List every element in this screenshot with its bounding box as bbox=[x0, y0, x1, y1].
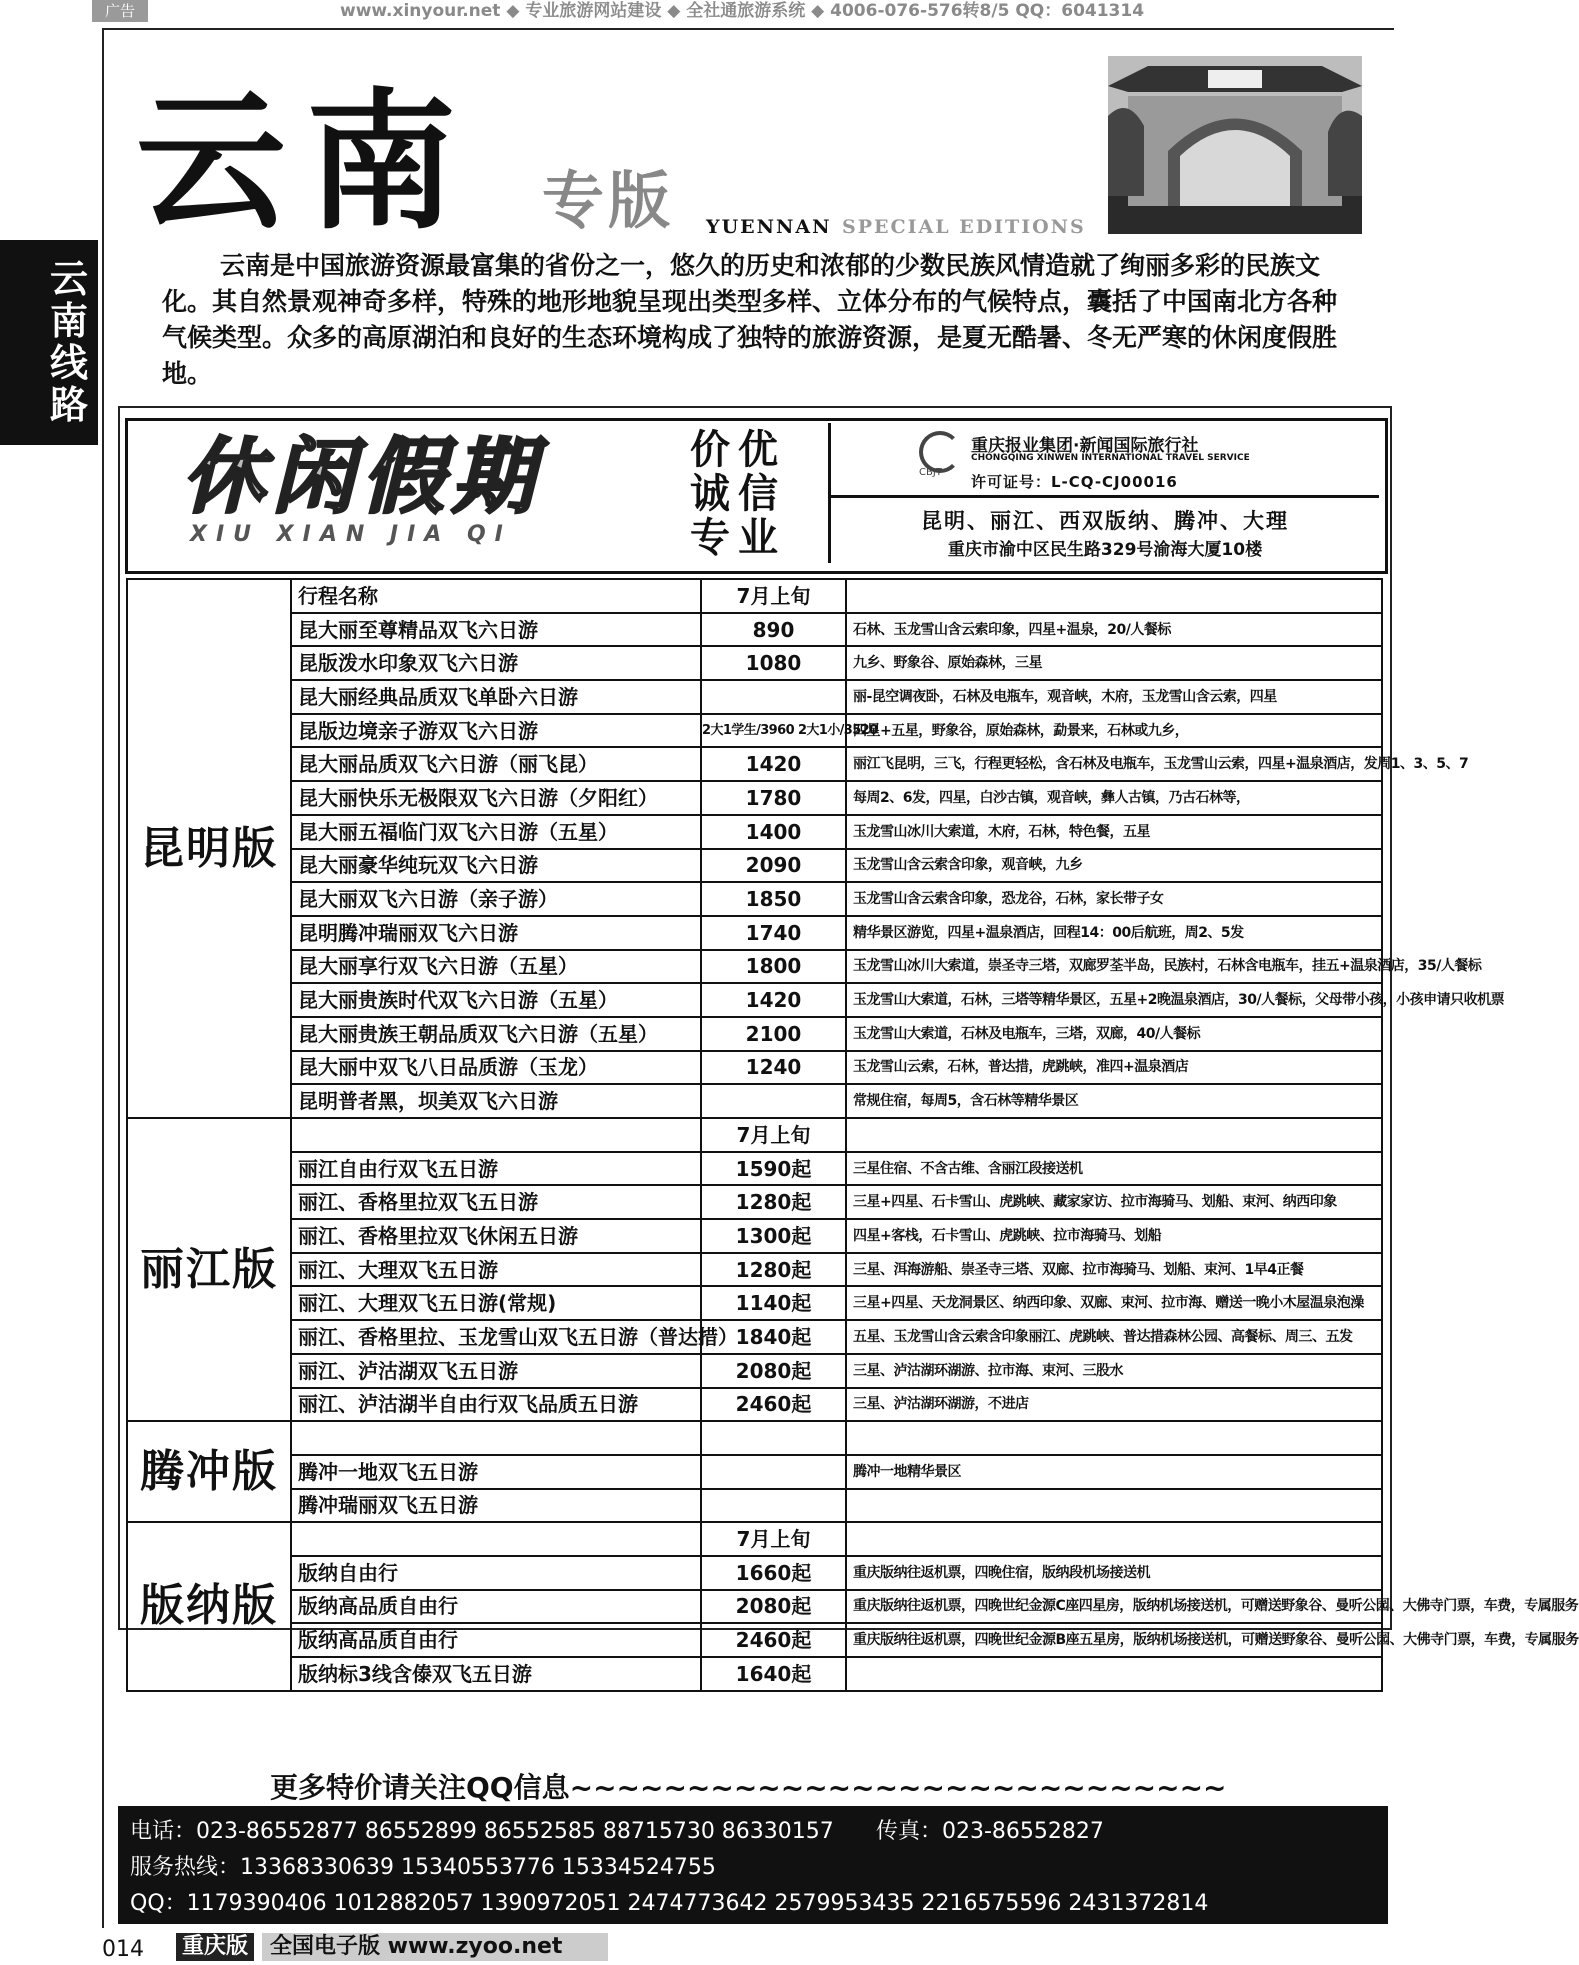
tour-price: 1280起 bbox=[701, 1253, 846, 1287]
tour-price: 1140起 bbox=[701, 1286, 846, 1320]
table-row bbox=[127, 714, 1382, 748]
table-row bbox=[127, 1185, 1382, 1219]
table-row bbox=[127, 680, 1382, 714]
fax-number: 传真：023-86552827 bbox=[876, 1819, 1104, 1844]
region-label: 腾冲版 bbox=[127, 1421, 291, 1522]
tour-description: 重庆版纳往返机票，四晚世纪金源B座五星房，版纳机场接送机，可赠送野象谷、曼听公园、大佛寺门票，车费，专属服务 bbox=[846, 1623, 1382, 1657]
brand-logo: 休闲假期 bbox=[182, 429, 542, 525]
tour-description: 玉龙雪山云索，石林，普达措，虎跳峡，准四+温泉酒店 bbox=[846, 1051, 1382, 1085]
tour-description: 九乡、野象谷、原始森林，三星 bbox=[846, 646, 1382, 680]
tour-name bbox=[291, 1421, 701, 1455]
title-english-sub: SPECIAL EDITIONS bbox=[842, 216, 1086, 238]
region-label: 版纳版 bbox=[127, 1522, 291, 1690]
tour-description: 四星+客栈，石卡雪山、虎跳峡、拉市海骑马、划船 bbox=[846, 1219, 1382, 1253]
tour-description bbox=[846, 1421, 1382, 1455]
slogan-line: 诚信 bbox=[690, 471, 786, 517]
tour-name: 丽江、香格里拉、玉龙雪山双飞五日游（普达措） bbox=[291, 1320, 701, 1354]
tour-description bbox=[846, 579, 1382, 613]
edition-badge: 重庆版 bbox=[176, 1933, 254, 1961]
table-row bbox=[127, 613, 1382, 647]
tour-price: 2080起 bbox=[701, 1590, 846, 1624]
table-row bbox=[127, 1455, 1382, 1489]
tour-description: 丽江飞昆明，三飞，行程更轻松，含石林及电瓶车，玉龙雪山云索，四星+温泉酒店，发周1、3、5、7 bbox=[846, 747, 1382, 781]
tour-description: 三星+四星、天龙洞景区、纳西印象、双廊、束河、拉市海、赠送一晚小木屋温泉泡澡 bbox=[846, 1286, 1382, 1320]
tour-description bbox=[846, 1522, 1382, 1556]
tour-description: 玉龙雪山大索道，石林，三塔等精华景区，五星+2晚温泉酒店，30/人餐标，父母带小孩，小孩申请只收机票 bbox=[846, 983, 1382, 1017]
tour-name: 丽江、大理双飞五日游 bbox=[291, 1253, 701, 1287]
table-row bbox=[127, 1489, 1382, 1523]
tour-description: 玉龙雪山含云索含印象，恐龙谷，石林，家长带子女 bbox=[846, 882, 1382, 916]
qq-numbers: QQ：1179390406 1012882057 1390972051 2474773642 2579953435 2216575596 2431372814 bbox=[130, 1891, 1209, 1916]
tour-name: 昆明腾冲瑞丽双飞六日游 bbox=[291, 916, 701, 950]
archway-photo bbox=[1108, 56, 1362, 234]
tour-description: 三星、洱海游船、崇圣寺三塔、双廊、拉市海骑马、划船、束河、1早4正餐 bbox=[846, 1253, 1382, 1287]
tour-description: 玉龙雪山冰川大索道，木府，石林，特色餐，五星 bbox=[846, 815, 1382, 849]
table-row bbox=[127, 1051, 1382, 1085]
tour-description: 精华景区游览，四星+温泉酒店，回程14：00后航班，周2、5发 bbox=[846, 916, 1382, 950]
tour-description: 三星+四星、石卡雪山、虎跳峡、藏家家访、拉市海骑马、划船、束河、纳西印象 bbox=[846, 1185, 1382, 1219]
brand-logo-pinyin: XIU XIAN JIA QI bbox=[190, 522, 512, 547]
tour-description: 五星、玉龙雪山含云索含印象丽江、虎跳峡、普达措森林公园、高餐标、周三、五发 bbox=[846, 1320, 1382, 1354]
tour-price: 1840起 bbox=[701, 1320, 846, 1354]
tour-name: 昆大丽中双飞八日品质游（玉龙） bbox=[291, 1051, 701, 1085]
tour-description: 常规住宿，每周5，含石林等精华景区 bbox=[846, 1084, 1382, 1118]
agency-name: 重庆报业集团·新闻国际旅行社 bbox=[971, 436, 1199, 456]
table-row bbox=[127, 1388, 1382, 1422]
tour-description bbox=[846, 1489, 1382, 1523]
tour-price bbox=[701, 1455, 846, 1489]
table-row bbox=[127, 1421, 1382, 1455]
sidebar-tab bbox=[0, 240, 98, 445]
contact-footer bbox=[118, 1806, 1388, 1924]
tour-price: 1660起 bbox=[701, 1556, 846, 1590]
ad-text: www.xinyour.net ◆ 专业旅游网站建设 ◆ 全社通旅游系统 ◆ 4006-076-576转8/5 QQ：6041314 bbox=[340, 1, 1145, 21]
slogan-line: 专业 bbox=[690, 515, 786, 561]
tour-name: 版纳高品质自由行 bbox=[291, 1590, 701, 1624]
tour-name: 丽江、香格里拉双飞五日游 bbox=[291, 1185, 701, 1219]
table-row bbox=[127, 1590, 1382, 1624]
table-row bbox=[127, 1118, 1382, 1152]
table-row bbox=[127, 916, 1382, 950]
tour-price: 1420 bbox=[701, 983, 846, 1017]
tour-price: 1420 bbox=[701, 747, 846, 781]
tour-price: 1740 bbox=[701, 916, 846, 950]
page-title: 云南 bbox=[136, 74, 477, 250]
tour-name: 腾冲一地双飞五日游 bbox=[291, 1455, 701, 1489]
tour-name: 版纳标3线含傣双飞五日游 bbox=[291, 1657, 701, 1691]
tour-name: 昆大丽享行双飞六日游（五星） bbox=[291, 950, 701, 984]
table-row bbox=[127, 747, 1382, 781]
tour-price: 1800 bbox=[701, 950, 846, 984]
tour-description: 重庆版纳往返机票，四晚住宿，版纳段机场接送机 bbox=[846, 1556, 1382, 1590]
tour-description: 玉龙雪山含云索含印象，观音峡，九乡 bbox=[846, 849, 1382, 883]
tour-name: 腾冲瑞丽双飞五日游 bbox=[291, 1489, 701, 1523]
tour-description: 四星+五星，野象谷，原始森林，勐景来，石林或九乡， bbox=[846, 714, 1382, 748]
tour-description: 丽-昆空调夜卧，石林及电瓶车，观音峡，木府，玉龙雪山含云索，四星 bbox=[846, 680, 1382, 714]
table-row bbox=[127, 781, 1382, 815]
table-row bbox=[127, 1253, 1382, 1287]
tour-price: 7月上旬 bbox=[701, 579, 846, 613]
table-row bbox=[127, 815, 1382, 849]
tour-name: 昆大丽经典品质双飞单卧六日游 bbox=[291, 680, 701, 714]
tour-price: 1590起 bbox=[701, 1152, 846, 1186]
slogan-line: 价优 bbox=[690, 427, 786, 473]
tour-name: 昆大丽品质双飞六日游（丽飞昆） bbox=[291, 747, 701, 781]
table-row bbox=[127, 1320, 1382, 1354]
tour-description: 玉龙雪山大索道，石林及电瓶车，三塔，双廊，40/人餐标 bbox=[846, 1017, 1382, 1051]
tour-description bbox=[846, 1657, 1382, 1691]
tour-price: 2460起 bbox=[701, 1388, 846, 1422]
table-row bbox=[127, 983, 1382, 1017]
intro-paragraph bbox=[162, 248, 1342, 392]
destinations: 昆明、丽江、西双版纳、腾冲、大理 bbox=[921, 509, 1289, 533]
tour-description: 三星住宿、不含古维、含丽江段接送机 bbox=[846, 1152, 1382, 1186]
tour-description bbox=[846, 1118, 1382, 1152]
tour-name: 丽江、香格里拉双飞休闲五日游 bbox=[291, 1219, 701, 1253]
service-hotline: 服务热线：13368330639 15340553776 15334524755 bbox=[130, 1855, 716, 1880]
intro-text: 云南是中国旅游资源最富集的省份之一，悠久的历史和浓郁的少数民族风情造就了绚丽多彩的民族文化。其自然景观神奇多样，特殊的地形地貌呈现出类型多样、立体分布的气候特点，囊括了中国南北方各种气候类型。众多的高原湖泊和良好的生态环境构成了独特的旅游资源，是夏无酷暑、冬无严寒的休闲度假胜地。 bbox=[162, 251, 1338, 388]
tour-price: 2100 bbox=[701, 1017, 846, 1051]
page-subtitle: 专版 bbox=[542, 164, 675, 237]
tour-name: 昆大丽五福临门双飞六日游（五星） bbox=[291, 815, 701, 849]
tour-name: 昆版边境亲子游双飞六日游 bbox=[291, 714, 701, 748]
agency-info bbox=[828, 423, 1379, 563]
tour-name bbox=[291, 1522, 701, 1556]
tour-name: 丽江、泸沽湖双飞五日游 bbox=[291, 1354, 701, 1388]
tour-price: 1240 bbox=[701, 1051, 846, 1085]
slogan bbox=[690, 428, 820, 560]
tour-price: 1780 bbox=[701, 781, 846, 815]
phone-numbers: 电话：023-86552877 86552899 86552585 88715730 86330157 bbox=[130, 1819, 834, 1844]
ad-label: 广告 bbox=[92, 0, 148, 22]
tour-price: 7月上旬 bbox=[701, 1118, 846, 1152]
tour-price: 1080 bbox=[701, 646, 846, 680]
tour-name: 丽江、大理双飞五日游(常规) bbox=[291, 1286, 701, 1320]
table-row bbox=[127, 1286, 1382, 1320]
tour-price bbox=[701, 1421, 846, 1455]
tour-name: 昆大丽双飞六日游（亲子游） bbox=[291, 882, 701, 916]
table-row bbox=[127, 1152, 1382, 1186]
tour-price: 2大1学生/3960 2大1小/3520 bbox=[701, 714, 846, 748]
table-row bbox=[127, 1556, 1382, 1590]
table-row bbox=[127, 1522, 1382, 1556]
edition-website: 全国电子版 www.zyoo.net bbox=[262, 1933, 608, 1961]
table-row bbox=[127, 1084, 1382, 1118]
top-ad-bar bbox=[0, 0, 1401, 22]
tour-description: 腾冲一地精华景区 bbox=[846, 1455, 1382, 1489]
tour-name: 昆版泼水印象双飞六日游 bbox=[291, 646, 701, 680]
tour-name: 版纳自由行 bbox=[291, 1556, 701, 1590]
table-row bbox=[127, 1354, 1382, 1388]
tour-price: 1640起 bbox=[701, 1657, 846, 1691]
sidebar-tab-label: 云南线路 bbox=[49, 257, 88, 427]
region-label: 昆明版 bbox=[127, 579, 291, 1118]
tour-table-body bbox=[127, 579, 1579, 1691]
tour-price bbox=[701, 1084, 846, 1118]
license-number: 许可证号：L-CQ-CJ00016 bbox=[971, 473, 1178, 491]
table-row bbox=[127, 579, 1382, 613]
table-row bbox=[127, 882, 1382, 916]
tour-price: 1400 bbox=[701, 815, 846, 849]
tour-name: 昆大丽贵族王朝品质双飞六日游（五星） bbox=[291, 1017, 701, 1051]
tour-price: 1280起 bbox=[701, 1185, 846, 1219]
tour-name: 昆大丽快乐无极限双飞六日游（夕阳红） bbox=[291, 781, 701, 815]
tour-price: 2080起 bbox=[701, 1354, 846, 1388]
tour-description: 三星、泸沽湖环湖游、拉市海、束河、三股水 bbox=[846, 1354, 1382, 1388]
tour-description: 玉龙雪山冰川大索道，崇圣寺三塔，双廊罗荃半岛，民族村，石林含电瓶车，挂五+温泉酒店，35/人餐标 bbox=[846, 950, 1382, 984]
tour-name bbox=[291, 1118, 701, 1152]
tour-price bbox=[701, 680, 846, 714]
page-number: 014 bbox=[102, 1937, 144, 1962]
tour-name: 昆大丽贵族时代双飞六日游（五星） bbox=[291, 983, 701, 1017]
divider bbox=[831, 495, 1379, 498]
tour-name: 昆明普者黑，坝美双飞六日游 bbox=[291, 1084, 701, 1118]
tour-price-table bbox=[126, 578, 1579, 1692]
tour-description: 三星、泸沽湖环湖游，不进店 bbox=[846, 1388, 1382, 1422]
region-label: 丽江版 bbox=[127, 1118, 291, 1421]
more-info-note: 更多特价请关注QQ信息~~~~~~~~~~~~~~~~~~~~~~~~~~~~ bbox=[270, 1771, 1227, 1804]
tour-name: 昆大丽至尊精品双飞六日游 bbox=[291, 613, 701, 647]
tour-name: 行程名称 bbox=[291, 579, 701, 613]
table-row bbox=[127, 1017, 1382, 1051]
tour-price: 2090 bbox=[701, 849, 846, 883]
table-row bbox=[127, 1219, 1382, 1253]
table-row bbox=[127, 950, 1382, 984]
tour-price: 890 bbox=[701, 613, 846, 647]
table-row bbox=[127, 1657, 1382, 1691]
tour-description: 重庆版纳往返机票，四晚世纪金源C座四星房，版纳机场接送机，可赠送野象谷、曼听公园、大佛寺门票，车费，专属服务 bbox=[846, 1590, 1382, 1624]
tour-name: 丽江自由行双飞五日游 bbox=[291, 1152, 701, 1186]
tour-name: 昆大丽豪华纯玩双飞六日游 bbox=[291, 849, 701, 883]
title-english: YUENNAN bbox=[706, 216, 832, 238]
agency-english-name: CHONGQING XINWEN INTERNATIONAL TRAVEL SERVICE bbox=[971, 453, 1250, 463]
agency-address: 重庆市渝中区民生路329号渝海大厦10楼 bbox=[947, 540, 1263, 560]
table-row bbox=[127, 1623, 1382, 1657]
tour-description: 每周2、6发，四星，白沙古镇，观音峡，彝人古镇，乃古石林等， bbox=[846, 781, 1382, 815]
agency-logo-text: CBJT bbox=[919, 467, 942, 478]
tour-price bbox=[701, 1489, 846, 1523]
tour-price: 2460起 bbox=[701, 1623, 846, 1657]
table-row bbox=[127, 646, 1382, 680]
table-row bbox=[127, 849, 1382, 883]
tour-price: 1850 bbox=[701, 882, 846, 916]
tour-name: 丽江、泸沽湖半自由行双飞品质五日游 bbox=[291, 1388, 701, 1422]
tour-description: 石林、玉龙雪山含云索印象，四星+温泉，20/人餐标 bbox=[846, 613, 1382, 647]
tour-price: 7月上旬 bbox=[701, 1522, 846, 1556]
tour-price: 1300起 bbox=[701, 1219, 846, 1253]
tour-name: 版纳高品质自由行 bbox=[291, 1623, 701, 1657]
